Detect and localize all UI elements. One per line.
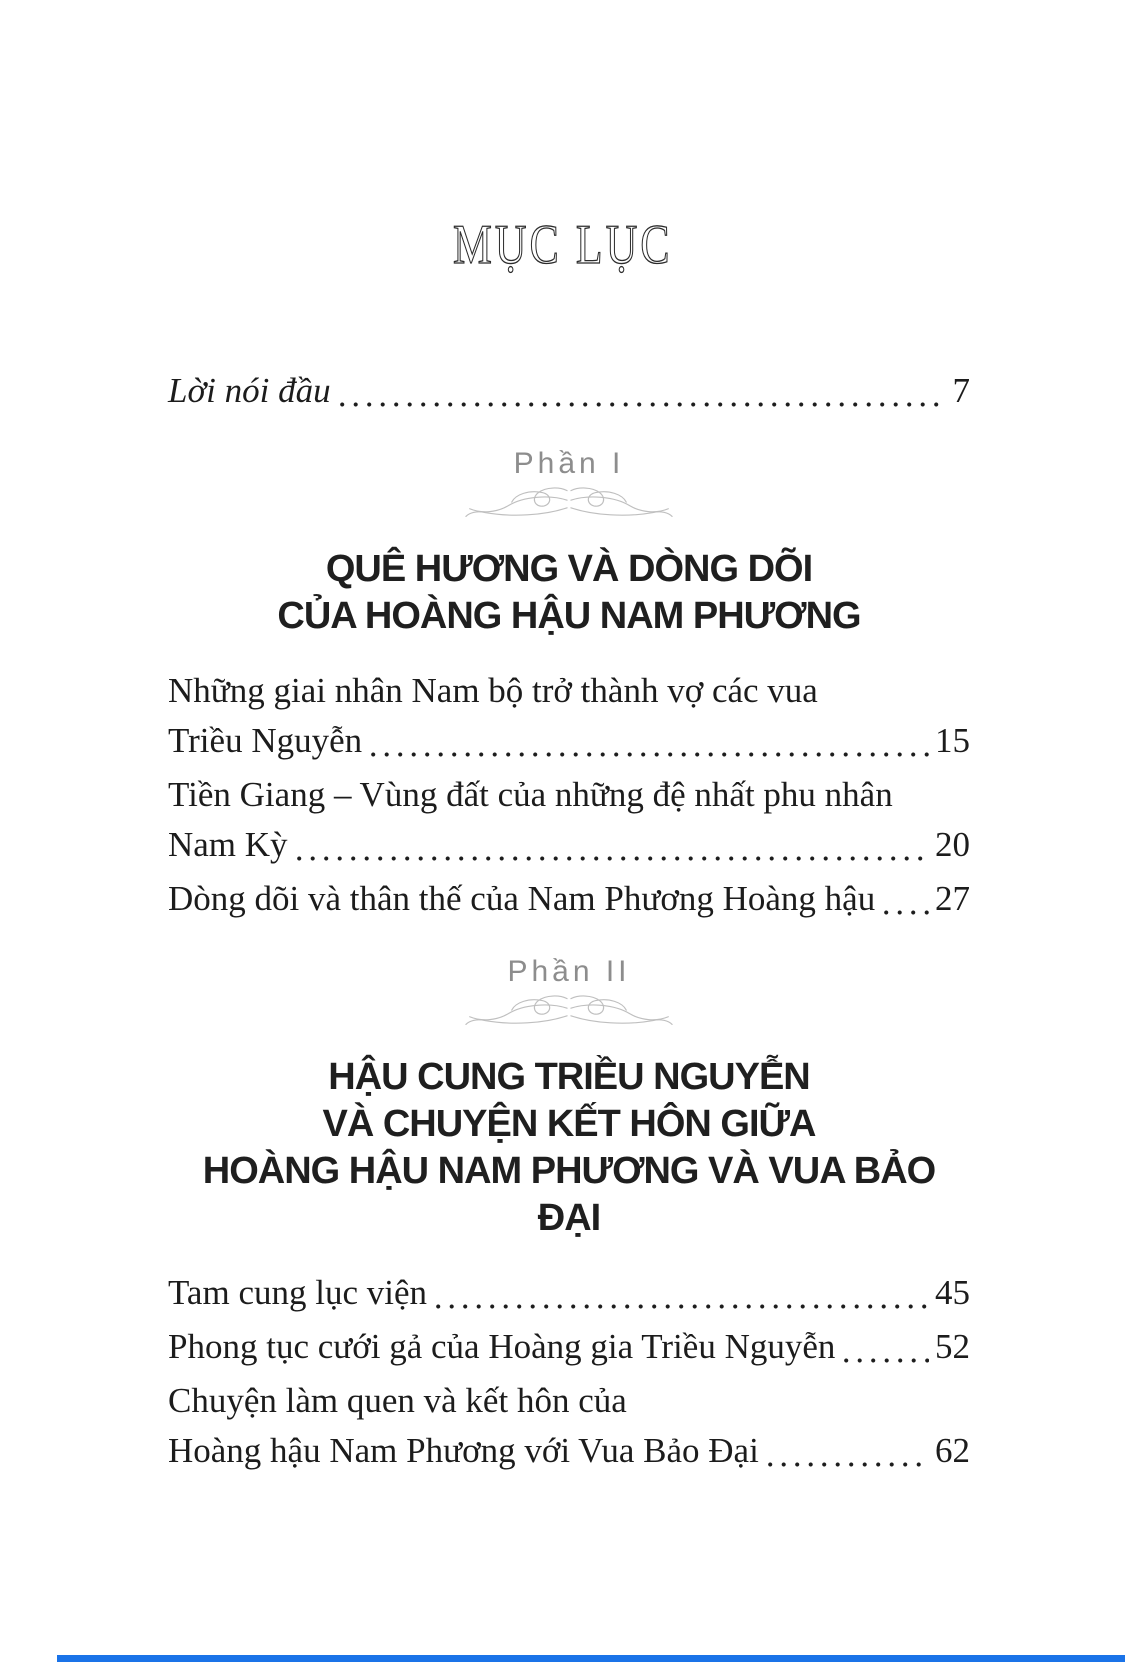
- dot-leader: [436, 1304, 929, 1309]
- page-title-text: MỤC LỤC: [452, 214, 673, 276]
- toc-entry: [168, 1268, 970, 1318]
- toc-entry: [168, 666, 970, 766]
- section-heading-line: CỦA HOÀNG HẬU NAM PHƯƠNG: [277, 595, 861, 637]
- dot-leader: [768, 1462, 929, 1467]
- toc-entry-label: Phong tục cưới gả của Hoàng gia Triều Nguyễn: [168, 1327, 836, 1366]
- toc-section: [168, 446, 970, 924]
- toc-entry-row: [168, 1268, 970, 1318]
- page-number: 20: [935, 825, 970, 864]
- toc-content: [0, 366, 1125, 1476]
- section-heading-line: VÀ CHUYỆN KẾT HÔN GIỮA: [322, 1103, 816, 1145]
- dot-leader: [297, 856, 929, 861]
- toc-entry: [168, 1322, 970, 1372]
- page-number: 15: [935, 721, 970, 760]
- toc-entry-row: [168, 1322, 970, 1372]
- page-number: 52: [935, 1327, 970, 1366]
- flourish-ornament-icon: [168, 992, 970, 1034]
- toc-entry-label: Lời nói đầu: [168, 371, 331, 410]
- dot-leader: [340, 402, 947, 407]
- toc-entry-label: Hoàng hậu Nam Phương với Vua Bảo Đại: [168, 1431, 759, 1470]
- page-number: 7: [952, 371, 970, 410]
- toc-entry: [168, 366, 970, 416]
- toc-entry-line: Chuyện làm quen và kết hôn của: [168, 1381, 627, 1420]
- toc-entry-label: Triều Nguyễn: [168, 721, 363, 760]
- page-number: 27: [935, 879, 970, 918]
- toc-entry-row: [168, 874, 970, 924]
- page-number: 62: [935, 1431, 970, 1470]
- toc-entry-row: [168, 1426, 970, 1476]
- toc-section: [168, 954, 970, 1476]
- flourish-ornament-icon: [168, 484, 970, 526]
- page-number: 45: [935, 1273, 970, 1312]
- page-title: [0, 0, 1125, 278]
- toc-entry-label: Dòng dõi và thân thế của Nam Phương Hoàng hậu: [168, 879, 876, 918]
- toc-entry: [168, 874, 970, 924]
- toc-entry: [168, 1376, 970, 1476]
- dot-leader: [844, 1358, 929, 1363]
- toc-entry-row: [168, 820, 970, 870]
- dot-leader: [884, 910, 929, 915]
- section-heading-line: QUÊ HƯƠNG VÀ DÒNG DÕI: [325, 548, 813, 590]
- section-heading: [168, 1054, 970, 1242]
- part-label: Phần I: [513, 447, 625, 480]
- section-entries: [168, 1268, 970, 1476]
- toc-entry-row: [168, 366, 970, 416]
- dot-leader: [371, 752, 929, 757]
- toc-entry-row: [168, 716, 970, 766]
- part-label: Phần II: [507, 955, 631, 988]
- section-entries: [168, 666, 970, 924]
- sections-slot: [168, 446, 970, 1476]
- preface-entry-slot: [168, 366, 970, 416]
- toc-entry-label: Nam Kỳ: [168, 825, 288, 864]
- bottom-accent-bar: [57, 1655, 1125, 1662]
- toc-entry-label: Tam cung lục viện: [168, 1273, 427, 1312]
- section-heading: [168, 546, 970, 640]
- toc-entry: [168, 770, 970, 870]
- toc-entry-line: Tiền Giang – Vùng đất của những đệ nhất phu nhân: [168, 775, 893, 814]
- section-heading-line: HẬU CUNG TRIỀU NGUYỄN: [328, 1056, 810, 1098]
- toc-entry-line: Những giai nhân Nam bộ trở thành vợ các vua: [168, 671, 818, 710]
- section-heading-line: HOÀNG HẬU NAM PHƯƠNG VÀ VUA BẢO ĐẠI: [202, 1150, 936, 1239]
